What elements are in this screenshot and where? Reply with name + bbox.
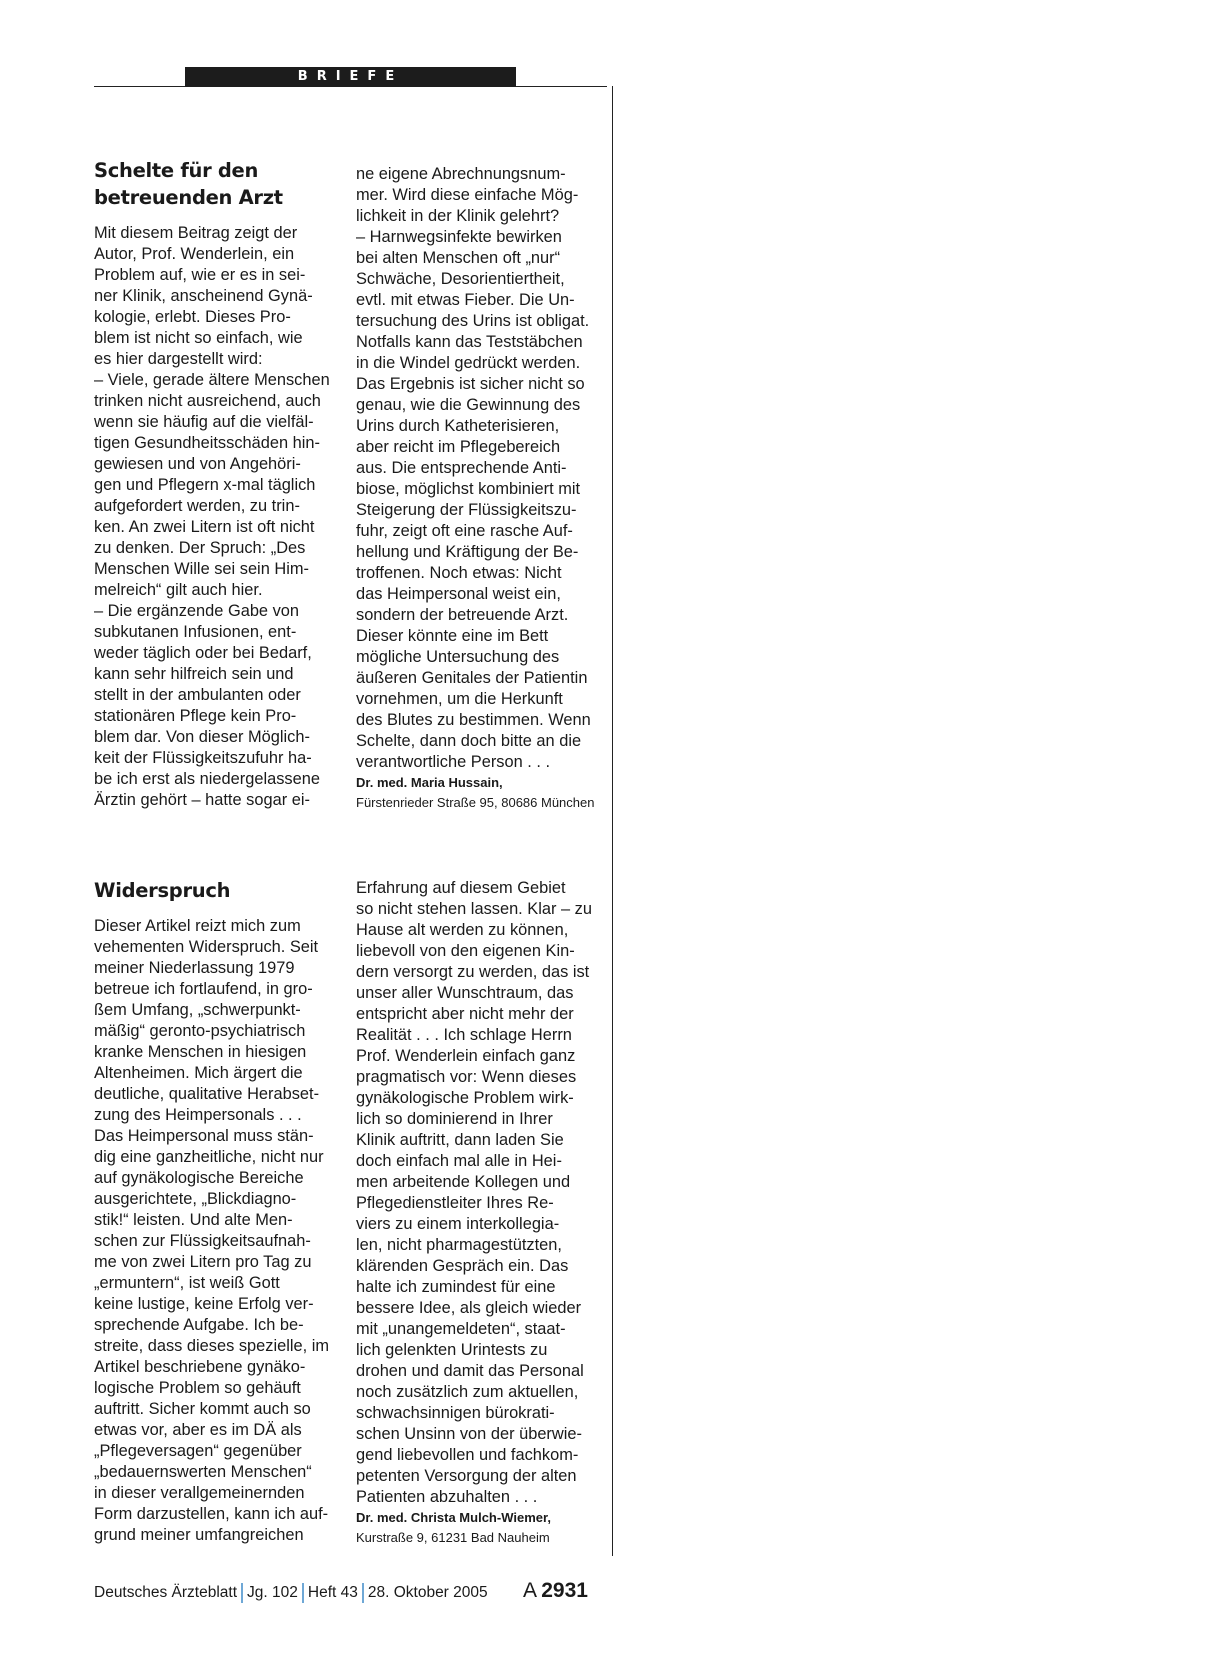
text-line: lich gelenkten Urintests zu bbox=[356, 1341, 548, 1359]
text-line: das Heimpersonal weist ein, bbox=[356, 585, 561, 603]
section-header: BRIEFE bbox=[185, 67, 516, 87]
text-line: aus. Die entsprechende Anti- bbox=[356, 459, 567, 477]
letter1-title-line: betreuenden Arzt bbox=[94, 186, 283, 209]
text-line: mer. Wird diese einfache Mög- bbox=[356, 186, 579, 204]
journal-volume: Jg. 102 bbox=[247, 1584, 298, 1601]
text-line: entspricht aber nicht mehr der bbox=[356, 1005, 574, 1023]
text-line: me von zwei Litern pro Tag zu bbox=[94, 1253, 312, 1271]
text-line: kologie, erlebt. Dieses Pro- bbox=[94, 308, 291, 326]
page-prefix: A bbox=[523, 1579, 538, 1602]
text-line: mäßig“ geronto-psychiatrisch bbox=[94, 1022, 306, 1040]
text-line: noch zusätzlich zum aktuellen, bbox=[356, 1383, 579, 1401]
text-line: zu denken. Der Spruch: „Des bbox=[94, 539, 306, 557]
text-line: halte ich zumindest für eine bbox=[356, 1278, 556, 1296]
text-line: klärenden Gespräch ein. Das bbox=[356, 1257, 569, 1275]
text-line: verantwortliche Person . . . bbox=[356, 753, 551, 771]
text-line: hellung und Kräftigung der Be- bbox=[356, 543, 579, 561]
footer-separator bbox=[241, 1583, 243, 1603]
text-line: „Pflegeversagen“ gegenüber bbox=[94, 1442, 302, 1460]
text-line: sondern der betreuende Arzt. bbox=[356, 606, 569, 624]
text-line: doch einfach mal alle in Hei- bbox=[356, 1152, 562, 1170]
text-line: Schwäche, Desorientiertheit, bbox=[356, 270, 565, 288]
text-line: Hause alt werden zu können, bbox=[356, 921, 569, 939]
text-line: melreich“ gilt auch hier. bbox=[94, 581, 263, 599]
text-line: ne eigene Abrechnungsnum- bbox=[356, 165, 566, 183]
text-line: vornehmen, um die Herkunft bbox=[356, 690, 563, 708]
text-line: evtl. mit etwas Fieber. Die Un- bbox=[356, 291, 575, 309]
text-line: äußeren Genitales der Patientin bbox=[356, 669, 588, 687]
text-line: Altenheimen. Mich ärgert die bbox=[94, 1064, 303, 1082]
text-line: – Harnwegsinfekte bewirken bbox=[356, 228, 562, 246]
text-line: trinken nicht ausreichend, auch bbox=[94, 392, 321, 410]
text-line: betreue ich fortlaufend, in gro- bbox=[94, 980, 313, 998]
journal-name: Deutsches Ärzteblatt bbox=[94, 1584, 238, 1601]
text-line: wenn sie häufig auf die vielfäl- bbox=[94, 413, 314, 431]
text-line: ner Klinik, anscheinend Gynä- bbox=[94, 287, 313, 305]
text-line: auftritt. Sicher kommt auch so bbox=[94, 1400, 311, 1418]
letter2-address: Kurstraße 9, 61231 Bad Nauheim bbox=[356, 1530, 550, 1545]
letter2-col1-text bbox=[94, 916, 344, 1546]
text-line: Dieser könnte eine im Bett bbox=[356, 627, 549, 645]
text-line: blem dar. Von dieser Möglich- bbox=[94, 728, 310, 746]
text-line: tigen Gesundheitsschäden hin- bbox=[94, 434, 320, 452]
text-line: deutliche, qualitative Herabset- bbox=[94, 1085, 320, 1103]
text-line: keit der Flüssigkeitszufuhr ha- bbox=[94, 749, 312, 767]
text-line: es hier dargestellt wird: bbox=[94, 350, 263, 368]
text-line: „bedauernswerten Menschen“ bbox=[94, 1463, 312, 1481]
text-line: Realität . . . Ich schlage Herrn bbox=[356, 1026, 572, 1044]
text-line: aber reicht im Pflegebereich bbox=[356, 438, 561, 456]
text-line: Steigerung der Flüssigkeitszu- bbox=[356, 501, 577, 519]
text-line: Prof. Wenderlein einfach ganz bbox=[356, 1047, 576, 1065]
text-line: Autor, Prof. Wenderlein, ein bbox=[94, 245, 295, 263]
text-line: pragmatisch vor: Wenn dieses bbox=[356, 1068, 577, 1086]
text-line: stationären Pflege kein Pro- bbox=[94, 707, 297, 725]
text-line: Das Heimpersonal muss stän- bbox=[94, 1127, 314, 1145]
text-line: schen zur Flüssigkeitsaufnah- bbox=[94, 1232, 311, 1250]
text-line: genau, wie die Gewinnung des bbox=[356, 396, 581, 414]
text-line: blem ist nicht so einfach, wie bbox=[94, 329, 303, 347]
text-line: lich so dominierend in Ihrer bbox=[356, 1110, 553, 1128]
text-line: liebevoll von den eigenen Kin- bbox=[356, 942, 575, 960]
letter2-column-1 bbox=[94, 877, 344, 1546]
text-line: in die Windel gedrückt werden. bbox=[356, 354, 581, 372]
letter2-author: Dr. med. Christa Mulch-Wiemer, bbox=[356, 1510, 551, 1525]
text-line: weder täglich oder bei Bedarf, bbox=[94, 644, 312, 662]
text-line: meiner Niederlassung 1979 bbox=[94, 959, 295, 977]
text-line: mit „unangemeldeten“, staat- bbox=[356, 1320, 566, 1338]
text-line: ken. An zwei Litern ist oft nicht bbox=[94, 518, 315, 536]
text-line: subkutanen Infusionen, ent- bbox=[94, 623, 297, 641]
text-line: tersuchung des Urins ist obligat. bbox=[356, 312, 590, 330]
text-line: schwachsinnigen bürokrati- bbox=[356, 1404, 555, 1422]
text-line: be ich erst als niedergelassene bbox=[94, 770, 320, 788]
text-line: bei alten Menschen oft „nur“ bbox=[356, 249, 561, 267]
text-line: Klinik auftritt, dann laden Sie bbox=[356, 1131, 564, 1149]
text-line: len, nicht pharmagestützten, bbox=[356, 1236, 562, 1254]
text-line: petenten Versorgung der alten bbox=[356, 1467, 577, 1485]
text-line: Patienten abzuhalten . . . bbox=[356, 1488, 538, 1506]
text-line: bessere Idee, als gleich wieder bbox=[356, 1299, 582, 1317]
text-line: Notfalls kann das Teststäbchen bbox=[356, 333, 583, 351]
text-line: Ärztin gehört – hatte sogar ei- bbox=[94, 791, 310, 809]
text-line: gynäkologische Problem wirk- bbox=[356, 1089, 574, 1107]
text-line: men arbeitende Kollegen und bbox=[356, 1173, 571, 1191]
text-line: „ermuntern“, ist weiß Gott bbox=[94, 1274, 280, 1292]
text-line: schen Unsinn von der überwie- bbox=[356, 1425, 582, 1443]
text-line: auf gynäkologische Bereiche bbox=[94, 1169, 304, 1187]
text-line: gend liebevollen und fachkom- bbox=[356, 1446, 579, 1464]
text-line: kranke Menschen in hiesigen bbox=[94, 1043, 307, 1061]
text-line: drohen und damit das Personal bbox=[356, 1362, 584, 1380]
text-line: ausgerichtete, „Blickdiagno- bbox=[94, 1190, 297, 1208]
text-line: dig eine ganzheitliche, nicht nur bbox=[94, 1148, 324, 1166]
text-line: Problem auf, wie er es in sei- bbox=[94, 266, 306, 284]
text-line: Schelte, dann doch bitte an die bbox=[356, 732, 582, 750]
letter2-column-2 bbox=[356, 878, 606, 1548]
letter2-col2-text bbox=[356, 878, 606, 1508]
text-line: troffenen. Noch etwas: Nicht bbox=[356, 564, 562, 582]
text-line: des Blutes zu bestimmen. Wenn bbox=[356, 711, 591, 729]
text-line: in dieser verallgemeinernden bbox=[94, 1484, 305, 1502]
text-line: stik!“ leisten. Und alte Men- bbox=[94, 1211, 293, 1229]
text-line: so nicht stehen lassen. Klar – zu bbox=[356, 900, 592, 918]
text-line: Erfahrung auf diesem Gebiet bbox=[356, 879, 566, 897]
text-line: gen und Pflegern x-mal täglich bbox=[94, 476, 316, 494]
text-line: kann sehr hilfreich sein und bbox=[94, 665, 294, 683]
text-line: – Die ergänzende Gabe von bbox=[94, 602, 300, 620]
letter1-title-line: Schelte für den bbox=[94, 159, 259, 182]
text-line: zung des Heimpersonals . . . bbox=[94, 1106, 302, 1124]
text-line: dern versorgt zu werden, das ist bbox=[356, 963, 590, 981]
text-line: keine lustige, keine Erfolg ver- bbox=[94, 1295, 314, 1313]
journal-issue: Heft 43 bbox=[307, 1584, 358, 1601]
letter1-column-1 bbox=[94, 157, 344, 811]
text-line: vehementen Widerspruch. Seit bbox=[94, 938, 319, 956]
text-line: Pflegedienstleiter Ihres Re- bbox=[356, 1194, 554, 1212]
text-line: sprechende Aufgabe. Ich be- bbox=[94, 1316, 304, 1334]
text-line: etwas vor, aber es im DÄ als bbox=[94, 1421, 302, 1439]
text-line: – Viele, gerade ältere Menschen bbox=[94, 371, 330, 389]
text-line: logische Problem so gehäuft bbox=[94, 1379, 301, 1397]
text-line: mögliche Untersuchung des bbox=[356, 648, 560, 666]
text-line: stellt in der ambulanten oder bbox=[94, 686, 301, 704]
text-line: aufgefordert werden, zu trin- bbox=[94, 497, 300, 515]
text-line: Mit diesem Beitrag zeigt der bbox=[94, 224, 298, 242]
text-line: lichkeit in der Klinik gelehrt? bbox=[356, 207, 560, 225]
letter1-col1-text bbox=[94, 223, 344, 811]
letter1-column-2 bbox=[356, 164, 606, 813]
letter1-address: Fürstenrieder Straße 95, 80686 München bbox=[356, 795, 595, 810]
page-number bbox=[523, 1576, 588, 1606]
text-line: grund meiner umfangreichen bbox=[94, 1526, 304, 1544]
journal-date: 28. Oktober 2005 bbox=[367, 1584, 488, 1601]
page-number-value: 2931 bbox=[541, 1579, 588, 1602]
footer-separator bbox=[362, 1583, 364, 1603]
text-line: gewiesen und von Angehöri- bbox=[94, 455, 301, 473]
text-line: Urins durch Katheterisieren, bbox=[356, 417, 560, 435]
text-line: fuhr, zeigt oft eine rasche Auf- bbox=[356, 522, 573, 540]
column-rule bbox=[612, 86, 613, 1556]
text-line: streite, dass dieses spezielle, im bbox=[94, 1337, 330, 1355]
letter1-author: Dr. med. Maria Hussain, bbox=[356, 775, 503, 790]
text-line: Dieser Artikel reizt mich zum bbox=[94, 917, 301, 935]
text-line: Menschen Wille sei sein Him- bbox=[94, 560, 309, 578]
text-line: ßem Umfang, „schwerpunkt- bbox=[94, 1001, 301, 1019]
text-line: Artikel beschriebene gynäko- bbox=[94, 1358, 306, 1376]
text-line: Form darzustellen, kann ich auf- bbox=[94, 1505, 329, 1523]
footer-separator bbox=[302, 1583, 304, 1603]
text-line: biose, möglichst kombiniert mit bbox=[356, 480, 581, 498]
letter2-title: Widerspruch bbox=[94, 879, 231, 902]
text-line: viers zu einem interkollegia- bbox=[356, 1215, 560, 1233]
text-line: Das Ergebnis ist sicher nicht so bbox=[356, 375, 585, 393]
letter1-col2-text bbox=[356, 164, 606, 773]
text-line: unser aller Wunschtraum, das bbox=[356, 984, 574, 1002]
